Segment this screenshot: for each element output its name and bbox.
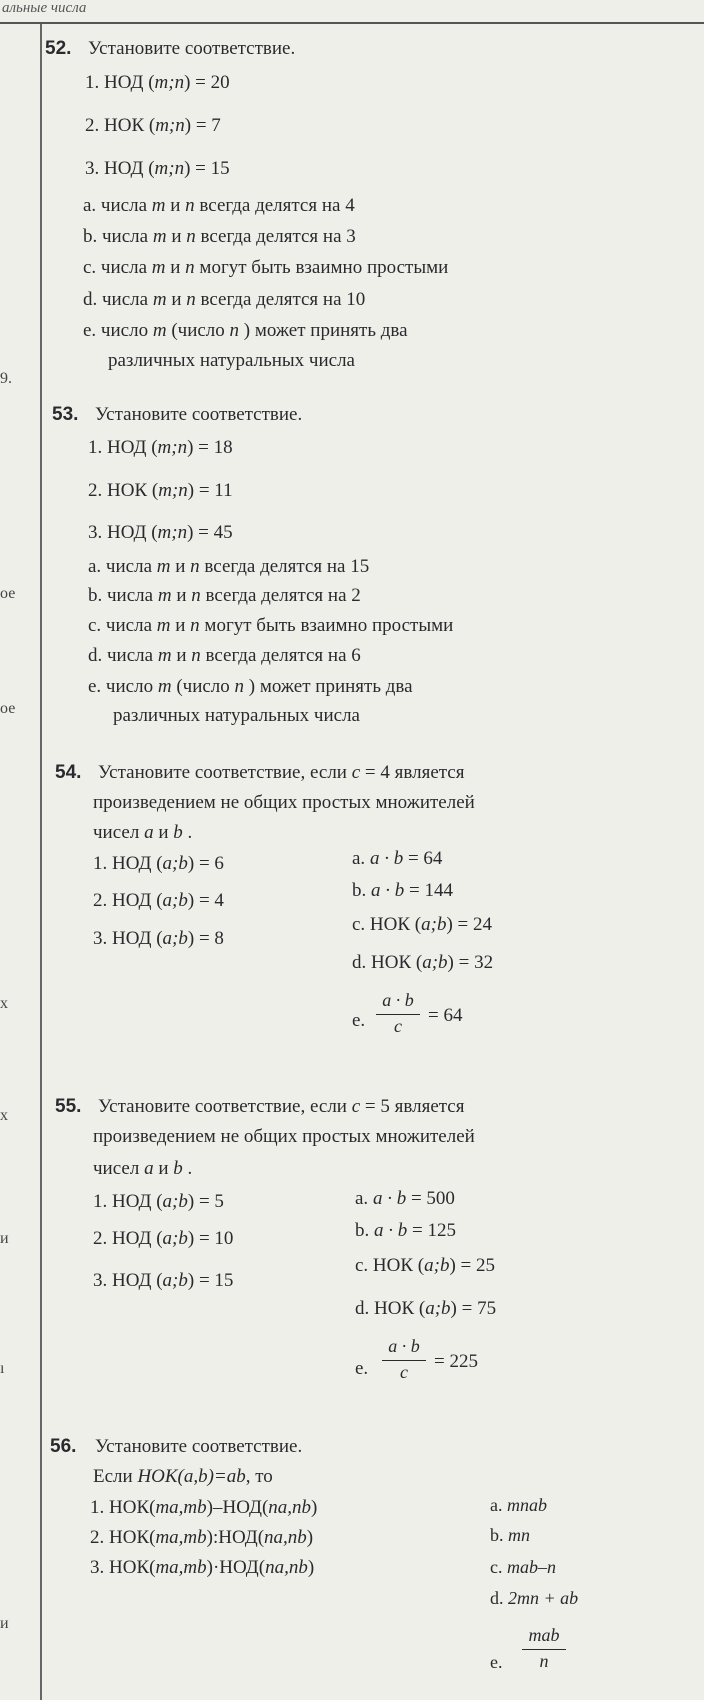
option-d: d. числа m и n всегда делятся на 10 xyxy=(83,289,366,310)
margin-note: х xyxy=(0,995,8,1012)
problem-number: 54. xyxy=(55,762,82,783)
right-option-d: d. 2mn + ab xyxy=(490,1588,579,1608)
problem-number: 53. xyxy=(52,404,79,425)
right-option-b: b. a · b = 144 xyxy=(352,880,453,901)
problem-statement-line1: Установите соответствие, если c = 5 является xyxy=(98,1096,465,1117)
fraction-numerator: a · b xyxy=(388,1336,420,1356)
page-header: альные числа xyxy=(0,0,704,24)
left-item-1: 1. НОД (a;b) = 5 xyxy=(93,1191,224,1212)
margin-note: и xyxy=(0,1615,9,1632)
option-a: a. числа m и n всегда делятся на 15 xyxy=(88,556,370,577)
fraction xyxy=(376,990,420,1040)
margin-note: ое xyxy=(0,700,16,717)
option-c: c. числа m и n могут быть взаимно простыми xyxy=(88,615,454,636)
margin-rule xyxy=(40,24,42,1700)
option-a: a. числа m и n всегда делятся на 4 xyxy=(83,195,355,216)
left-item-3: 3. НОД (a;b) = 8 xyxy=(93,928,224,949)
margin-note: х xyxy=(0,1107,8,1124)
option-c: c. числа m и n могут быть взаимно простыми xyxy=(83,257,449,278)
fraction xyxy=(382,1336,426,1386)
option-d: d. числа m и n всегда делятся на 6 xyxy=(88,645,361,666)
problem-condition: Если НОК(a,b)=ab, то xyxy=(93,1466,273,1487)
item-2: 2. НОК (m;n) = 11 xyxy=(88,480,233,501)
problem-title: Установите соответствие. xyxy=(88,38,296,59)
right-option-a: a. mnab xyxy=(490,1495,547,1515)
problem-statement-line2: произведением не общих простых множителей xyxy=(93,792,475,813)
left-item-2: 2. НОК(ma,mb):НОД(na,nb) xyxy=(90,1527,314,1548)
right-option-e-label: e. xyxy=(352,1010,366,1031)
fraction-numerator: a · b xyxy=(382,990,414,1010)
right-option-c: c. НОК (a;b) = 24 xyxy=(352,914,493,935)
right-option-e-label: e. xyxy=(355,1358,369,1379)
problem-statement-line2: произведением не общих простых множителей xyxy=(93,1126,475,1147)
right-option-c: c. НОК (a;b) = 25 xyxy=(355,1255,496,1276)
margin-note: ое xyxy=(0,585,16,602)
fraction-numerator: mab xyxy=(528,1625,560,1645)
right-option-b: b. mn xyxy=(490,1525,530,1545)
margin-note: 9. xyxy=(0,370,12,387)
problem-statement-line1: Установите соответствие, если c = 4 является xyxy=(98,762,465,783)
fraction-denominator: n xyxy=(539,1651,549,1671)
fraction-denominator: c xyxy=(400,1362,408,1382)
option-e-line2: различных натуральных числа xyxy=(108,350,355,371)
problem-title: Установите соответствие. xyxy=(95,1436,303,1457)
left-item-1: 1. НОД (a;b) = 6 xyxy=(93,853,224,874)
left-item-2: 2. НОД (a;b) = 10 xyxy=(93,1228,234,1249)
problem-number: 55. xyxy=(55,1096,82,1117)
right-option-b: b. a · b = 125 xyxy=(355,1220,456,1241)
fraction-bar xyxy=(382,1360,426,1361)
option-b: b. числа m и n всегда делятся на 2 xyxy=(88,585,361,606)
fraction xyxy=(522,1625,566,1675)
right-option-a: a. a · b = 64 xyxy=(352,848,443,869)
fraction-denominator: c xyxy=(394,1016,402,1036)
right-option-d: d. НОК (a;b) = 32 xyxy=(352,952,494,973)
right-option-e-value: = 64 xyxy=(428,1005,463,1026)
problem-number: 52. xyxy=(45,38,72,59)
item-3: 3. НОД (m;n) = 15 xyxy=(85,158,230,179)
left-item-3: 3. НОК(ma,mb)·НОД(na,nb) xyxy=(90,1557,315,1578)
problem-statement-line3: чисел a и b . xyxy=(93,822,193,843)
item-3: 3. НОД (m;n) = 45 xyxy=(88,522,233,543)
left-item-3: 3. НОД (a;b) = 15 xyxy=(93,1270,234,1291)
margin-note: и xyxy=(0,1230,9,1247)
right-option-a: a. a · b = 500 xyxy=(355,1188,455,1209)
fraction-bar xyxy=(376,1014,420,1015)
margin-note: ı xyxy=(0,1360,5,1377)
problem-number: 56. xyxy=(50,1436,77,1457)
problem-statement-line3: чисел a и b . xyxy=(93,1158,193,1179)
right-option-c: c. mab–n xyxy=(490,1557,556,1577)
fraction-bar xyxy=(522,1649,566,1650)
left-item-2: 2. НОД (a;b) = 4 xyxy=(93,890,224,911)
right-option-e-label: e. xyxy=(490,1652,503,1672)
left-item-1: 1. НОК(ma,mb)–НОД(na,nb) xyxy=(90,1497,318,1518)
option-e: e. число m (число n ) может принять два xyxy=(83,320,408,341)
item-1: 1. НОД (m;n) = 20 xyxy=(85,72,230,93)
problem-title: Установите соответствие. xyxy=(95,404,303,425)
item-2: 2. НОК (m;n) = 7 xyxy=(85,115,221,136)
right-option-e-value: = 225 xyxy=(434,1351,478,1372)
option-b: b. числа m и n всегда делятся на 3 xyxy=(83,226,356,247)
right-option-d: d. НОК (a;b) = 75 xyxy=(355,1298,497,1319)
option-e: e. число m (число n ) может принять два xyxy=(88,676,413,697)
option-e-line2: различных натуральных числа xyxy=(113,705,360,726)
item-1: 1. НОД (m;n) = 18 xyxy=(88,437,233,458)
